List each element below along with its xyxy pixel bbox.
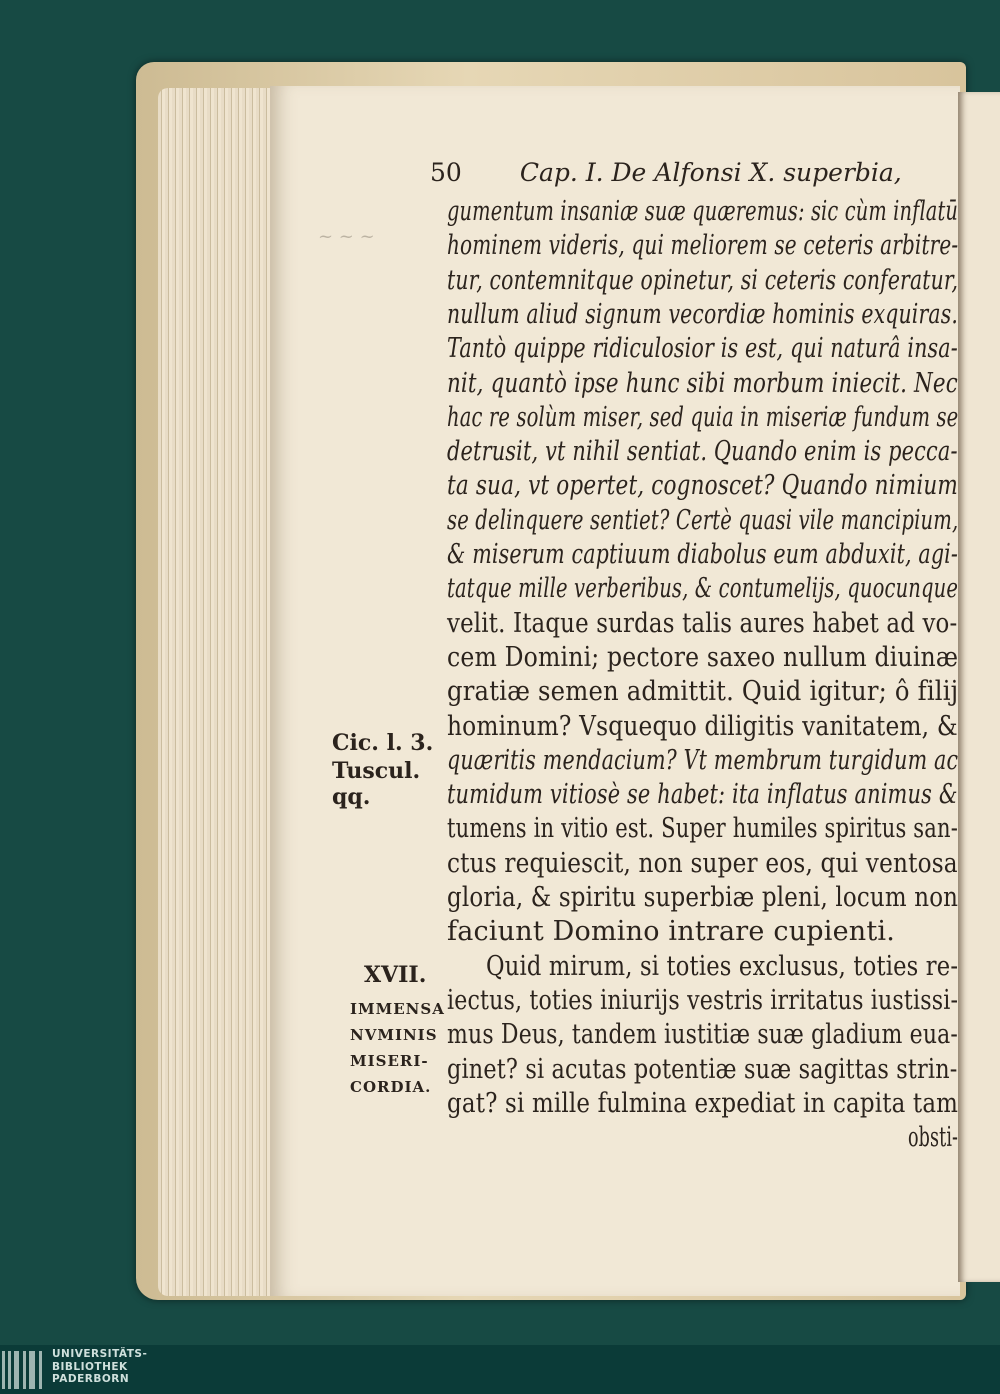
body-line: tur, contemnitque opinetur, si ceteris conferatur, [447,264,959,296]
body-line: & miserum captiuum diabolus eum abduxit, agi- [447,539,959,570]
library-logo-text [52,1348,147,1386]
body-line: mus Deus, tandem iustitiæ suæ gladium eua- [447,1019,959,1051]
body-line: nullum aliud signum vecordiæ hominis exquiras. [447,298,958,330]
body-line: Quid mirum, si toties exclusus, toties re- [486,950,959,982]
body-line: gumentum insaniæ suæ quæremus: sic cùm inflatū [447,196,959,227]
body-line: tumens in vitio est. Super humiles spiritus san- [447,813,958,845]
margin-note-cicero-3: qq. [332,784,371,810]
body-line: detrusit, vt nihil sentiat. Quando enim is pecca- [447,436,958,468]
page-number: 50 [430,158,462,187]
body-line: ta sua, vt opertet, cognoscet? Quando nimium [447,470,959,502]
facing-page-edge [958,92,1000,1282]
body-line: se delinquere sentiet? Certè quasi vile mancipium, [447,504,959,536]
section-title-1: IMMENSA [350,1000,445,1018]
page-edges [158,88,288,1296]
logo-line-1: UNIVERSITÄTS- [52,1348,148,1360]
margin-note-cicero-2: Tuscul. [332,758,421,784]
library-footer [0,1345,1000,1394]
running-title: Cap. I. De Alfonsi X. superbia, [519,158,902,187]
body-line: quæritis mendacium? Vt membrum turgidum ac [447,744,959,776]
body-line: ctus requiescit, non super eos, qui ventosa [447,847,958,879]
running-header [430,158,902,187]
section-title-4: CORDIA. [350,1078,432,1096]
section-number: XVII. [364,962,427,988]
body-line: gloria, & spiritu superbiæ pleni, locum non [447,882,959,913]
show-through-ghost: ~ ~ ~ [318,226,375,247]
body-line: ginet? si acutas potentiæ suæ sagittas strin- [447,1053,958,1085]
body-line: gat? si mille fulmina expediat in capita tam [447,1087,959,1119]
section-title-2: NVMINIS [350,1026,438,1044]
logo-line-3: PADERBORN [52,1373,130,1385]
body-line: tatque mille verberibus, & contumelijs, quocunque [447,573,959,605]
body-line: iectus, toties iniurijs vestris irritatus iustissi- [447,984,959,1016]
body-line: cem Domini; pectore saxeo nullum diuinæ [447,641,959,673]
logo-line-2: BIBLIOTHEK [52,1360,128,1373]
body-line: tumidum vitiosè se habet: ita inflatus animus & [447,779,958,811]
body-line: hominum? Vsquequo diligitis vanitatem, & [447,710,958,742]
body-line: velit. Itaque surdas talis aures habet ad vo- [447,607,958,639]
library-logo-icon [2,1351,44,1389]
body-line: obsti- [908,1122,959,1154]
margin-note-cicero-1: Cic. l. 3. [332,730,434,756]
body-line: hominem videris, qui meliorem se ceteris arbitre- [447,230,959,262]
body-line: Tantò quippe ridiculosior is est, qui naturâ insa- [447,333,958,365]
body-line: faciunt Domino intrare cupienti. [447,916,896,948]
body-line: nit, quantò ipse hunc sibi morbum iniecit. Nec [447,367,958,399]
body-line: gratiæ semen admittit. Quid igitur; ô filij [447,676,959,708]
section-title-3: MISERI- [350,1052,429,1070]
body-line: hac re solùm miser, sed quia in miseriæ fundum se [447,401,959,433]
